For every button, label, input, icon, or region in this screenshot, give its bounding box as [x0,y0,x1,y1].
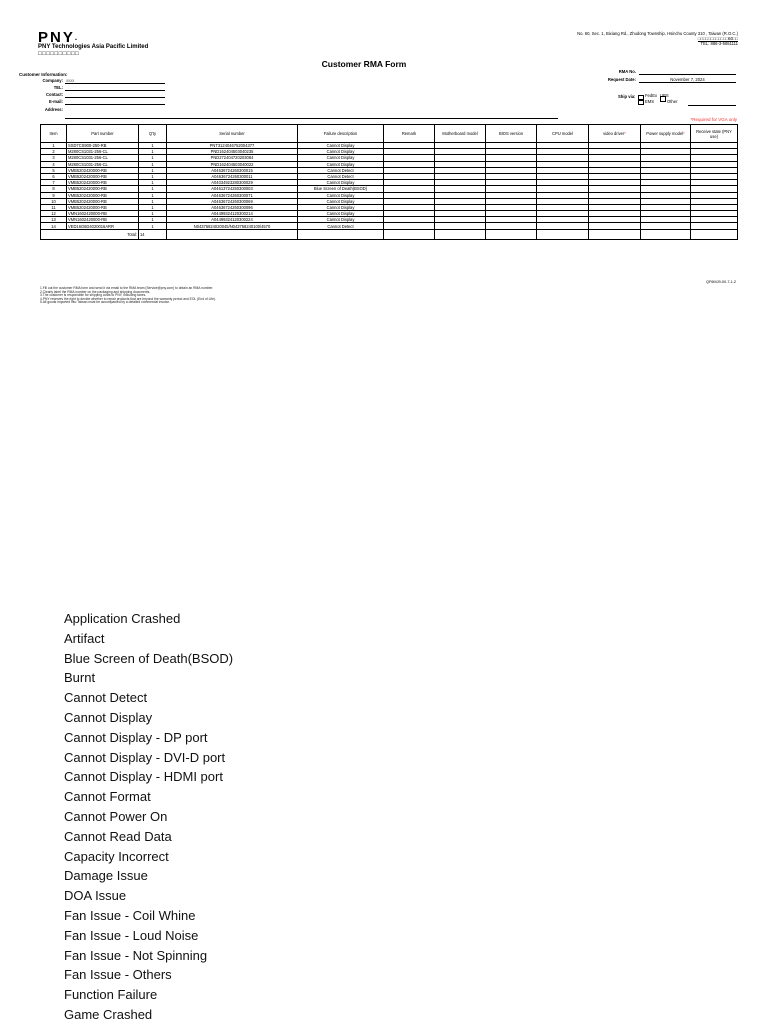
contact-field[interactable] [20,92,165,98]
qty-cell[interactable]: 1 [139,217,167,223]
qty-cell[interactable]: 1 [139,149,167,155]
ship-option-other-label: Other [667,99,678,105]
rma-items-table [40,124,738,240]
part-number-cell[interactable]: SSD7CS900-250-RB [67,143,139,149]
company-underline [65,78,165,84]
failure-description-cell[interactable]: Cannot Display [298,192,384,198]
failure-description-cell[interactable]: Cannot Detect [298,173,384,179]
required-marker: * [624,131,626,136]
serial-number-cell[interactable]: N04375824020045/N043758240100/4570 [167,223,298,229]
failure-option[interactable]: Function Failure [64,987,158,1003]
qty-cell[interactable]: 1 [139,155,167,161]
failure-option[interactable]: Fan Issue - Loud Noise [64,927,199,943]
part-number-cell[interactable]: M280CS1031-256-CL [67,149,139,155]
serial-number-cell[interactable]: A04613724250300003 [167,186,298,192]
failure-option[interactable]: DOA Issue [64,888,127,904]
total-blank [641,229,691,239]
failure-option[interactable]: Cannot Display [64,709,153,725]
qty-cell[interactable]: 1 [139,173,167,179]
total-blank [537,229,589,239]
rma-no-label: RMA No. [618,69,636,74]
form-title: Customer RMA Form [321,59,407,69]
item-cell[interactable]: 9 [41,192,67,198]
serial-number-cell[interactable]: A04636724260300071 [167,192,298,198]
logo-mark: . [74,33,78,42]
address-line-1: No. 60, Sec. 1, Bixiang Rd., Zhudong Township, Hsinchu County 310 , Taiwan (R.O.C.) [577,31,738,36]
col-power-supply-model [641,125,691,143]
notes [40,287,216,305]
email-field[interactable] [20,99,165,105]
item-cell[interactable]: 14 [41,223,67,229]
item-cell[interactable]: 3 [41,155,67,161]
failure-description-cell[interactable]: Cannot Display [298,180,384,186]
failure-description-cell[interactable]: Cannot Display [298,155,384,161]
qty-cell[interactable]: 1 [139,143,167,149]
serial-number-cell[interactable]: PND272404720203084 [167,155,298,161]
col-receive-state: Receive state (PNY use) [691,125,738,143]
col-qty: Q'ty [139,125,167,143]
ship-option-ems[interactable] [638,99,654,105]
ship-option-fedex-label: FedEx [645,93,658,99]
failure-option[interactable]: Cannot Format [64,789,151,805]
note-item: 1.Fill out the customer RMA form and send it via email to the RMA team (Service@pny.com) to obtain an RMA number. [40,286,214,290]
ship-via-label: Ship via: [618,94,636,99]
failure-option[interactable]: Capacity Incorrect [64,848,169,864]
required-note: *Required for VGA only [690,117,737,122]
rma-no-underline [639,69,736,75]
col-failure-description: Failure description [298,125,384,143]
failure-option[interactable]: Damage Issue [64,868,148,884]
company-local-name: □□□□□□□□□□ [38,51,80,57]
total-blank [298,229,384,239]
total-blank [691,229,738,239]
part-number-cell[interactable]: VMB5202420000-RB [67,186,139,192]
item-cell[interactable]: 1 [41,143,67,149]
ship-option-ups-label: UPS [660,93,669,98]
ship-option-ems-label: EMS [645,99,655,105]
failure-option[interactable]: Cannot Read Data [64,828,172,844]
failure-option[interactable]: Fan Issue - Not Spinning [64,947,208,963]
failure-description-cell[interactable]: Cannot Display [298,149,384,155]
address-line-2: □□□□□□□□□□□□60□□ [697,36,738,41]
col-video-driver [589,125,641,143]
serial-number-cell[interactable]: PNT3124046752004377 [167,143,298,149]
company-logo [38,30,77,45]
table-header-row [41,125,738,143]
total-blank [384,229,435,239]
checkbox-icon[interactable] [660,96,666,102]
col-video-driver-label: video driver [603,131,625,136]
ship-option-other[interactable] [660,99,677,105]
failure-option[interactable]: Cannot Detect [64,690,148,706]
failure-option[interactable]: Cannot Display - DP port [64,729,208,745]
qty-cell[interactable]: 1 [139,211,167,217]
failure-description-cell[interactable]: Cannot Display [298,204,384,210]
col-bios-version: BIOS version [486,125,537,143]
item-cell[interactable]: 2 [41,149,67,155]
failure-description-cell[interactable]: Cannot Display [298,211,384,217]
note-item: 4.PNY reserves the right to decide whether to repair products that are beyond the warranty period and EOL (End of Life). [40,296,216,301]
tel-field[interactable] [20,85,165,91]
request-date-label: Request Date: [607,77,636,82]
col-motherboard-model: Motherboard model [435,125,486,143]
serial-number-cell[interactable]: A04499324120300224 [167,217,298,223]
note-item: 5.All goods imported into Taiwan must be accompanied by a detailed commercial invoice. [40,300,171,305]
item-cell[interactable]: 11 [41,204,67,210]
total-blank [167,229,298,239]
address-field[interactable] [20,107,165,113]
ship-other-underline [688,101,736,106]
address-underline [65,117,558,119]
required-marker: * [683,131,685,136]
item-cell[interactable]: 5 [41,167,67,173]
qty-cell[interactable]: 1 [139,198,167,204]
contact-underline [65,92,165,98]
part-number-cell[interactable]: VED16G6D4020016ARR [67,223,139,229]
part-number-cell[interactable]: VMB5202420000-RB [67,204,139,210]
failure-description-cell[interactable]: Cannot Display [298,161,384,167]
company-address [577,31,738,46]
email-underline [65,99,165,105]
company-label: Company: [42,78,63,83]
company-field[interactable] [20,78,165,84]
serial-number-cell[interactable]: PND162404503040022 [167,161,298,167]
col-remark: Remark [384,125,435,143]
total-value: 14 [139,229,167,239]
item-cell[interactable]: 12 [41,211,67,217]
serial-number-cell[interactable]: A04034923280300029 [167,180,298,186]
qty-cell[interactable]: 1 [139,186,167,192]
note-item: 2.Clearly label the RMA number on the packaging and shipping documents. [40,289,151,294]
note-item: 3.The customer is responsible for shipping costs to PNY, including taxes. [40,293,147,298]
col-part-number: Part number [67,125,139,143]
total-row [41,229,738,239]
col-cpu-model: CPU model [537,125,589,143]
company-name: PNY Technologies Asia Pacific Limited [38,44,149,50]
serial-number-cell[interactable]: A04636724260300011 [167,173,298,179]
failure-option[interactable]: Cannot Power On [64,808,168,824]
item-cell[interactable]: 7 [41,180,67,186]
serial-number-cell[interactable]: A04636724260300096 [167,204,298,210]
contact-label: Contact: [46,92,63,97]
qty-cell[interactable]: 1 [139,167,167,173]
qty-cell[interactable]: 1 [139,192,167,198]
item-cell[interactable]: 10 [41,198,67,204]
failure-description-cell[interactable]: Cannot Detect [298,223,384,229]
failure-option[interactable]: Burnt [64,670,96,686]
ship-via [618,94,738,110]
serial-number-cell[interactable]: A04499324120300214 [167,211,298,217]
company-value: xxxx [66,78,75,83]
part-number-cell[interactable]: M280CS1031-256-CL [67,161,139,167]
tel-label: TEL: [53,85,63,90]
item-cell[interactable]: 8 [41,186,67,192]
failure-description-cell[interactable]: Cannot Display [298,198,384,204]
qty-cell[interactable]: 1 [139,204,167,210]
part-number-cell[interactable]: VMN1602420000-RB [67,211,139,217]
part-number-cell[interactable]: VMN1602420000-RB [67,217,139,223]
serial-number-cell[interactable]: A04636724260300015 [167,167,298,173]
part-number-cell[interactable]: VMB5202420000-RB [67,180,139,186]
logo-text: PNY [38,29,75,46]
email-label: E-mail: [49,99,63,104]
request-date-value: November 7, 2024 [670,77,705,82]
item-cell[interactable]: 13 [41,217,67,223]
address-phone: TEL: 886-3-5651111 [700,41,738,46]
qty-cell[interactable]: 1 [139,223,167,229]
failure-description-cell[interactable]: Cannot Display [298,217,384,223]
address-label: Address: [44,107,63,112]
part-number-cell[interactable]: M280CS1031-256-CL [67,155,139,161]
failure-option[interactable]: Fan Issue - Others [64,967,172,983]
rma-no-field[interactable] [560,69,736,75]
part-number-cell[interactable]: VMB5202420000-RB [67,198,139,204]
tel-underline [65,85,165,91]
total-blank [435,229,486,239]
failure-option[interactable]: Fan Issue - Coil Whine [64,907,196,923]
part-number-cell[interactable]: VMB5202420000-RB [67,192,139,198]
checkbox-icon[interactable] [638,99,644,105]
col-power-supply-label: Power supply model [646,131,684,136]
form-code: QF6MJ9-00-7-1.2 [706,280,736,284]
total-blank [486,229,537,239]
failure-option[interactable]: Game Crashed [64,1006,153,1022]
item-cell[interactable]: 4 [41,161,67,167]
failure-description-options [64,609,233,1025]
failure-option[interactable]: Blue Screen of Death(BSOD) [64,650,234,666]
col-serial-number: Serial number [167,125,298,143]
failure-option[interactable]: Artifact [64,630,105,646]
request-date-field[interactable] [560,77,736,83]
total-blank [589,229,641,239]
failure-description-cell[interactable]: Cannot Detect [298,167,384,173]
failure-description-cell[interactable]: Blue Screen of Death(BSOD) [298,186,384,192]
failure-option[interactable]: Application Crashed [64,611,181,626]
failure-option[interactable]: Cannot Display - DVI-D port [64,749,226,765]
part-number-cell[interactable]: VMB5202420000-RB [67,173,139,179]
failure-option[interactable]: Cannot Display - HDMI port [64,769,223,785]
item-cell[interactable]: 6 [41,173,67,179]
total-label: Total: [41,229,139,239]
qty-cell[interactable]: 1 [139,161,167,167]
part-number-cell[interactable]: VMB5202420000-RB [67,167,139,173]
failure-description-cell[interactable]: Cannot Display [298,143,384,149]
customer-info-heading: Customer Information: [19,72,68,77]
serial-number-cell[interactable]: PND162404503040235 [167,149,298,155]
serial-number-cell[interactable]: A04636724260300069 [167,198,298,204]
col-item: Item [41,125,67,143]
qty-cell[interactable]: 1 [139,180,167,186]
